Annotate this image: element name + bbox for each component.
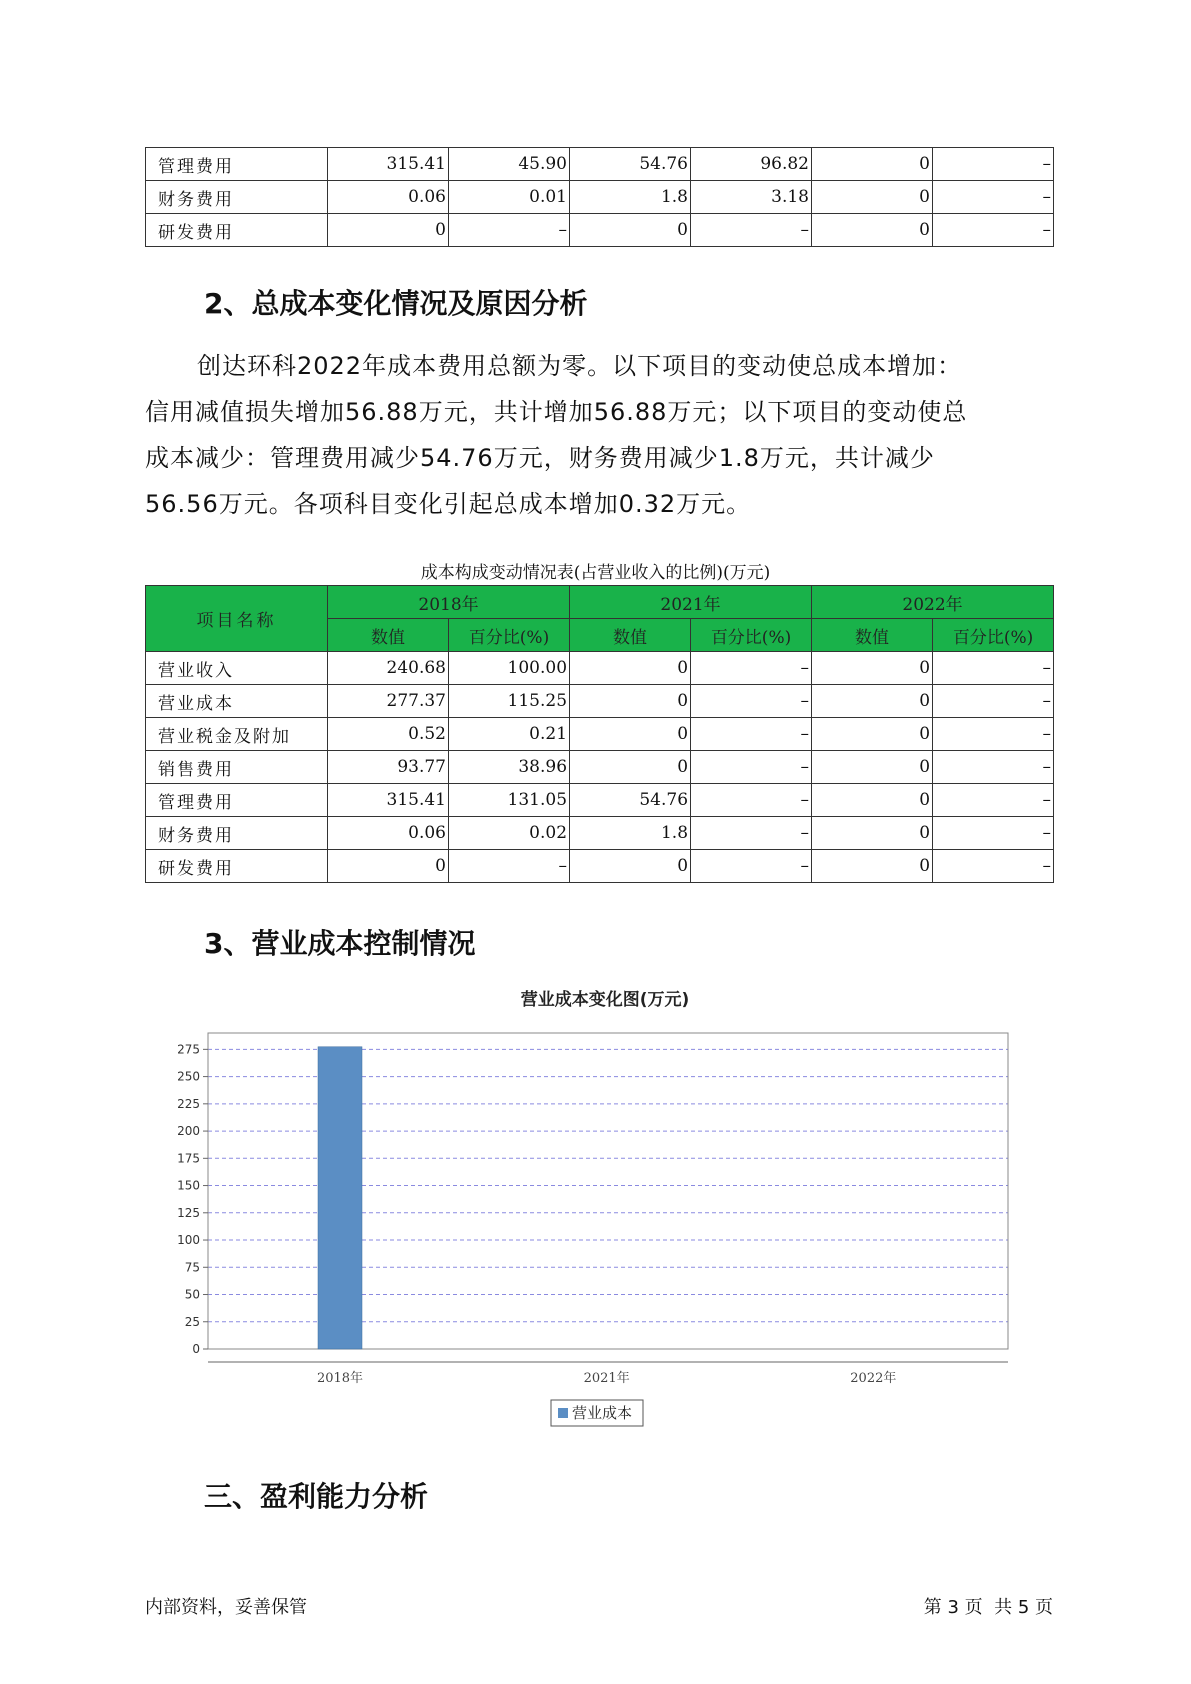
y-tick-label: 250	[177, 1069, 200, 1084]
table-cell: 240.68	[328, 652, 449, 685]
chart-title: 营业成本变化图(万元)	[520, 990, 690, 1010]
table-cell: –	[933, 214, 1054, 247]
table-cell: –	[933, 148, 1054, 181]
legend-label: 营业成本	[572, 1404, 633, 1422]
cost-bar-chart	[160, 985, 1030, 1445]
y-tick-label: 275	[177, 1042, 200, 1057]
table-cell: 0	[812, 850, 933, 883]
table-cell: 0.01	[449, 181, 570, 214]
legend-swatch	[558, 1408, 568, 1418]
row-label: 研发费用	[146, 214, 328, 247]
table-cell: –	[449, 214, 570, 247]
table-cell: 38.96	[449, 751, 570, 784]
header-percent: 百分比(%)	[449, 619, 570, 652]
table-cell: 0	[570, 652, 691, 685]
y-tick-label: 50	[184, 1287, 200, 1302]
table-cell: 0	[812, 751, 933, 784]
header-value: 数值	[328, 619, 449, 652]
table-cell: 0	[570, 751, 691, 784]
table-cell: 0.02	[449, 817, 570, 850]
row-label: 财务费用	[146, 817, 328, 850]
table-cell: 0	[812, 685, 933, 718]
table-cell: 315.41	[328, 148, 449, 181]
table-cell: 315.41	[328, 784, 449, 817]
footer-page-number: 第 3 页 共 5 页	[923, 1597, 1053, 1618]
table-cell: 0	[812, 652, 933, 685]
row-label: 销售费用	[146, 751, 328, 784]
table-cell: 0.52	[328, 718, 449, 751]
section-2-paragraph	[145, 343, 1055, 527]
section-3-heading: 3、营业成本控制情况	[204, 927, 476, 960]
x-axis-ticks	[317, 1370, 896, 1386]
table-cell: 0	[812, 214, 933, 247]
table-cell: –	[691, 718, 812, 751]
table-cell: 0	[812, 784, 933, 817]
row-label: 营业成本	[146, 685, 328, 718]
table-row	[146, 652, 1054, 685]
header-year: 2021年	[570, 586, 812, 619]
table-row	[146, 685, 1054, 718]
composition-table-head	[146, 586, 1054, 652]
x-tick-label: 2022年	[850, 1371, 897, 1386]
table-cell: –	[933, 652, 1054, 685]
table-cell: –	[933, 181, 1054, 214]
footer-left: 内部资料，妥善保管	[145, 1597, 307, 1618]
table-cell: –	[933, 817, 1054, 850]
row-label: 营业收入	[146, 652, 328, 685]
table-cell: 0.06	[328, 181, 449, 214]
table-cell: 0	[570, 214, 691, 247]
y-tick-label: 200	[177, 1124, 200, 1139]
table-cell: –	[933, 718, 1054, 751]
row-label: 管理费用	[146, 784, 328, 817]
table-cell: 45.90	[449, 148, 570, 181]
table-row	[146, 850, 1054, 883]
row-label: 财务费用	[146, 181, 328, 214]
y-tick-label: 150	[177, 1178, 200, 1193]
table-row	[146, 181, 1054, 214]
table-cell: 0	[570, 685, 691, 718]
y-axis-ticks	[177, 1042, 208, 1356]
header-value: 数值	[812, 619, 933, 652]
table-cell: 277.37	[328, 685, 449, 718]
header-item-name: 项目名称	[146, 586, 328, 652]
header-percent: 百分比(%)	[933, 619, 1054, 652]
table-cell: 54.76	[570, 148, 691, 181]
header-value: 数值	[570, 619, 691, 652]
table-row	[146, 718, 1054, 751]
table-cell: 0	[570, 850, 691, 883]
chart-bars	[318, 1047, 362, 1349]
table-row	[146, 148, 1054, 181]
table-cell: 0	[570, 718, 691, 751]
table-row	[146, 214, 1054, 247]
table-cell: 0.06	[328, 817, 449, 850]
table-cell: 96.82	[691, 148, 812, 181]
header-year: 2018年	[328, 586, 570, 619]
y-tick-label: 125	[177, 1205, 200, 1220]
bar	[318, 1047, 362, 1349]
table-cell: –	[691, 652, 812, 685]
table-cell: 100.00	[449, 652, 570, 685]
row-label: 营业税金及附加	[146, 718, 328, 751]
y-tick-label: 100	[177, 1233, 200, 1248]
chart-legend	[551, 1400, 643, 1426]
table-cell: –	[933, 850, 1054, 883]
table-cell: –	[691, 751, 812, 784]
composition-table-caption: 成本构成变动情况表(占营业收入的比例)(万元)	[420, 563, 771, 583]
paragraph-line: 成本减少：管理费用减少54.76万元，财务费用减少1.8万元，共计减少	[145, 444, 935, 472]
x-tick-label: 2018年	[316, 1371, 364, 1386]
table-cell: 3.18	[691, 181, 812, 214]
table-cell: –	[449, 850, 570, 883]
paragraph-line: 创达环科2022年成本费用总额为零。以下项目的变动使总成本增加：	[197, 352, 963, 380]
section-2-heading: 2、总成本变化情况及原因分析	[204, 287, 588, 320]
table-cell: 93.77	[328, 751, 449, 784]
y-tick-label: 25	[184, 1314, 200, 1329]
table-cell: –	[691, 685, 812, 718]
paragraph-line: 信用减值损失增加56.88万元，共计增加56.88万元；以下项目的变动使总	[145, 398, 968, 426]
y-tick-label: 225	[177, 1096, 200, 1111]
paragraph-line: 56.56万元。各项科目变化引起总成本增加0.32万元。	[145, 490, 752, 518]
table-cell: –	[933, 784, 1054, 817]
row-label: 管理费用	[146, 148, 328, 181]
table-cell: –	[691, 850, 812, 883]
table-cell: –	[691, 214, 812, 247]
table-cell: 0	[328, 850, 449, 883]
table-cell: 54.76	[570, 784, 691, 817]
table-cell: 0	[812, 718, 933, 751]
x-tick-label: 2021年	[583, 1371, 630, 1386]
y-tick-label: 0	[192, 1342, 200, 1356]
table-cell: 0.21	[449, 718, 570, 751]
y-tick-label: 175	[177, 1151, 200, 1166]
header-year: 2022年	[812, 586, 1054, 619]
table-cell: 131.05	[449, 784, 570, 817]
row-label: 研发费用	[146, 850, 328, 883]
table-row	[146, 817, 1054, 850]
section-three-heading: 三、盈利能力分析	[204, 1480, 429, 1513]
table-cell: 0	[812, 181, 933, 214]
table-cell: 115.25	[449, 685, 570, 718]
table-cell: –	[691, 817, 812, 850]
composition-table	[145, 585, 1054, 883]
table-row	[146, 784, 1054, 817]
top-table-body	[146, 148, 1054, 247]
table-cell: –	[691, 784, 812, 817]
table-row	[146, 751, 1054, 784]
table-cell: 0	[812, 148, 933, 181]
table-cell: –	[933, 751, 1054, 784]
table-cell: 0	[812, 817, 933, 850]
composition-table-body	[146, 652, 1054, 883]
table-cell: 0	[328, 214, 449, 247]
y-tick-label: 75	[184, 1260, 200, 1275]
top-expense-table	[145, 147, 1054, 247]
header-percent: 百分比(%)	[691, 619, 812, 652]
table-cell: –	[933, 685, 1054, 718]
table-cell: 1.8	[570, 817, 691, 850]
table-cell: 1.8	[570, 181, 691, 214]
